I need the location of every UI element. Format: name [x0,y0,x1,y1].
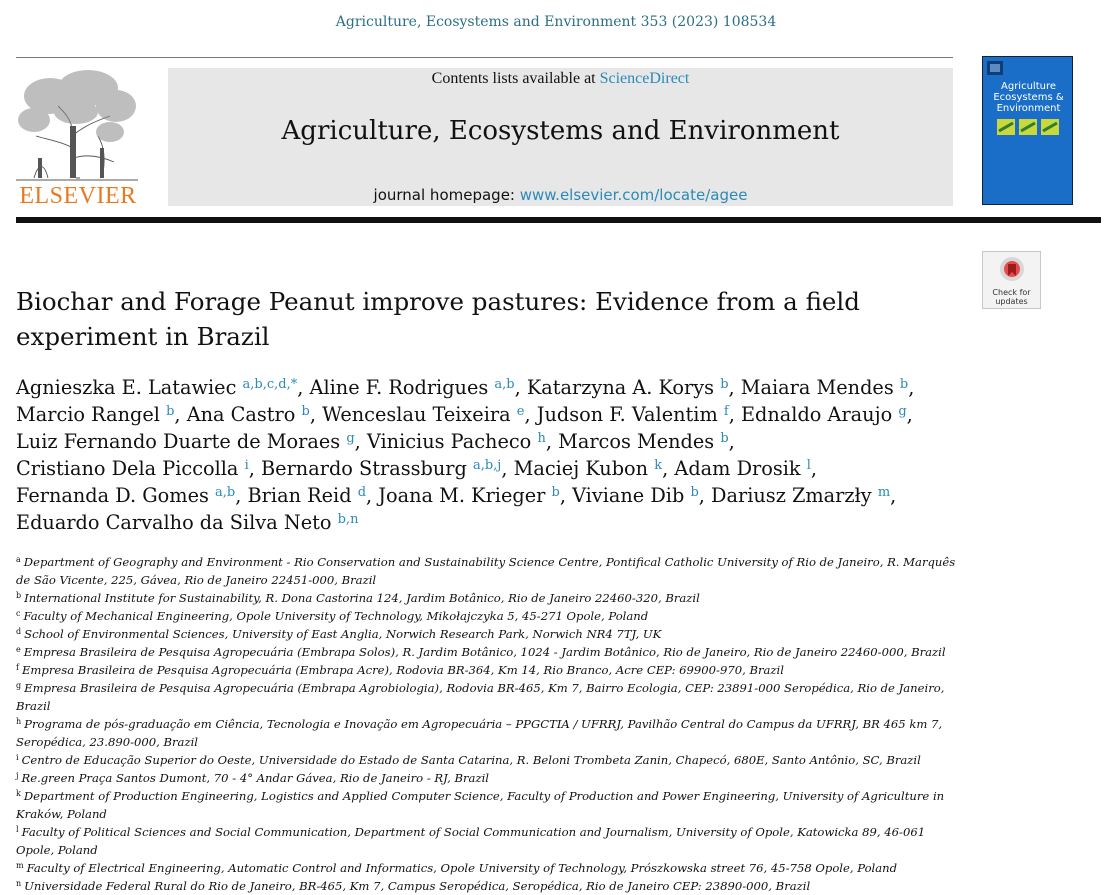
affiliation-item [16,823,966,859]
affiliation-item [16,787,966,823]
author-name: Marcos Mendes [558,430,715,453]
author-affiliation-link[interactable]: a,b [215,485,236,500]
author-affiliation-link[interactable]: g [346,431,355,446]
affiliation-list [16,553,966,895]
article-title-line: experiment in Brazil [16,322,270,351]
author-affiliation-link[interactable]: b [720,431,729,446]
affiliation-key: f [16,663,19,672]
author-name: Adam Drosik [674,457,801,480]
check-label-line: updates [995,297,1028,306]
affiliation-key: d [16,627,22,636]
affiliation-key: h [16,717,22,726]
affiliation-item [16,751,966,769]
affiliation-text: Centro de Educação Superior do Oeste, Universidade do Estado de Santa Catarina, R. Beloni Trombeta Zanin, Chapecó, 680E, Santo Antônio, SC, Brazil [21,753,921,767]
article-title [16,284,946,354]
author-name: Eduardo Carvalho da Silva Neto [16,511,332,534]
author-name: Maiara Mendes [740,376,894,399]
affiliation-text: Empresa Brasileira de Pesquisa Agropecuária (Embrapa Solos), R. Jardim Botânico, 1024 - Jardim Botânico, Rio de Janeiro, Rio de Janeiro 22460-000, Brazil [23,645,946,659]
author-affiliation-link[interactable]: k [654,458,663,473]
affiliation-item [16,679,966,715]
cover-leaf-pattern-icon [997,119,1059,135]
elsevier-mini-logo-icon [987,61,1003,75]
author-name: Wenceslau Teixeira [322,403,511,426]
affiliation-item [16,607,966,625]
affiliation-text: Universidade Federal Rural do Rio de Janeiro, BR-465, Km 7, Campus Seropédica, Seropédica, Rio de Janeiro CEP: 23890-000, Brazil [24,879,811,893]
article-title-line: Biochar and Forage Peanut improve pastures: Evidence from a field [16,287,860,316]
affiliation-key: j [16,771,19,780]
affiliation-text: Empresa Brasileira de Pesquisa Agropecuária (Embrapa Acre), Rodovia BR-364, Km 14, Rio Branco, Acre CEP: 69900-970, Brazil [21,663,784,677]
affiliation-item [16,715,966,751]
author-line: Luiz Fernando Duarte de Moraes $^g$, Vinicius Pacheco $^h$, Marcos Mendes $^b$, [16,430,735,453]
journal-title[interactable]: Agriculture, Ecosystems and Environment [281,116,840,146]
affiliation-text: Faculty of Electrical Engineering, Automatic Control and Informatics, Opole University of Technology, Prószkowska street 76, 45-758 Opole, Poland [26,861,898,875]
elsevier-wordmark: ELSEVIER [19,183,137,209]
affiliation-item [16,589,966,607]
author-name: Ana Castro [186,403,296,426]
author-name: Brian Reid [247,484,352,507]
author-line: Cristiano Dela Piccolla $^i$, Bernardo Strassburg $^{a,b,j}$, Maciej Kubon $^k$, Adam Drosik $^l$, [16,457,818,480]
affiliation-item [16,625,966,643]
affiliation-key: b [16,591,22,600]
author-affiliation-link[interactable]: a,b,c,d,* [242,377,298,392]
check-for-updates-button[interactable] [982,251,1041,309]
contents-prefix: Contents lists available at [431,70,600,87]
cover-title-line: Environment [996,103,1061,114]
author-affiliation-link[interactable]: a,b [494,377,515,392]
author-name: Vinicius Pacheco [366,430,532,453]
author-name: Cristiano Dela Piccolla [16,457,239,480]
author-affiliation-link[interactable]: h [537,431,546,446]
author-line [16,509,966,536]
affiliation-key: i [16,753,19,762]
author-name: Marcio Rangel [16,403,160,426]
author-name: Dariusz Zmarzły [711,484,872,507]
affiliation-text: International Institute for Sustainability, R. Dona Castorina 124, Jardim Botânico, Rio de Janeiro 22460-320, Brazil [24,591,700,605]
author-line: Agnieszka E. Latawiec $^{a,b,c,d,*}$, Aline F. Rodrigues $^{a,b}$, Katarzyna A. Korys $^b$, Maiara Mendes $^b$, [16,376,915,399]
affiliation-text: Re.green Praça Santos Dumont, 70 - 4° Andar Gávea, Rio de Janeiro - RJ, Brazil [21,771,489,785]
author-affiliation-link[interactable]: i [244,458,249,473]
header-divider [16,57,953,58]
author-affiliation-link[interactable]: a,b,j [472,458,502,473]
affiliation-key: m [16,861,24,870]
author-name: Aline F. Rodrigues [309,376,489,399]
author-affiliation-link[interactable]: f [723,404,729,419]
author-name: Joana M. Krieger [378,484,546,507]
affiliation-key: a [16,555,21,564]
author-affiliation-link[interactable]: g [898,404,907,419]
affiliation-item [16,661,966,679]
affiliation-item [16,643,966,661]
affiliation-item [16,553,966,589]
author-name: Maciej Kubon [513,457,649,480]
author-affiliation-link[interactable]: b [690,485,699,500]
affiliation-key: e [16,645,21,654]
author-affiliation-link[interactable]: b [166,404,175,419]
affiliation-text: Empresa Brasileira de Pesquisa Agropecuária (Embrapa Agrobiologia), Rodovia BR-465, Km 7, Bairro Ecologia, CEP: 23891-000 Seropédica, Rio de Janeiro, Brazil [16,681,945,713]
cover-title-line: Ecosystems & [993,92,1064,103]
affiliation-text: Programa de pós-graduação em Ciência, Tecnologia e Inovação em Agropecuária – PPGCTIA / UFRRJ, Pavilhão Central do Campus da UFRRJ, BR 465 km 7, Seropédica, 23.890-000, Brazil [16,717,943,749]
affiliation-text: Faculty of Political Sciences and Social Communication, Department of Social Communication and Journalism, University of Opole, Katowicka 89, 46-061 Opole, Poland [16,825,926,857]
cover-title-line: Agriculture [1001,81,1056,92]
author-affiliation-link[interactable]: b [301,404,310,419]
author-name: Fernanda D. Gomes [16,484,209,507]
affiliation-key: c [16,609,21,618]
author-name: Ednaldo Araujo [740,403,893,426]
crossmark-icon [999,256,1025,286]
check-for-updates-label [983,288,1040,306]
affiliation-key: k [16,789,21,798]
homepage-line [168,186,953,204]
author-affiliation-link[interactable]: e [516,404,525,419]
author-affiliation-link[interactable]: l [806,458,811,473]
author-name: Viviane Dib [572,484,685,507]
author-list [16,374,966,536]
affiliation-text: Faculty of Mechanical Engineering, Opole University of Technology, Mikołajczyka 5, 45-271 Opole, Poland [23,609,649,623]
affiliation-item [16,877,966,895]
author-line: Marcio Rangel $^b$, Ana Castro $^b$, Wenceslau Teixeira $^e$, Judson F. Valentim $^f$, Ednaldo Araujo $^g$, [16,403,913,426]
affiliation-text: Department of Production Engineering, Logistics and Applied Computer Science, Faculty of Production and Power Engineering, University of Agriculture in Kraków, Poland [16,789,945,821]
affiliation-item [16,769,966,787]
author-affiliation-link[interactable]: b [899,377,909,392]
contents-line [168,70,953,88]
author-name: Bernardo Strassburg [261,457,467,480]
author-affiliation-link[interactable]: b,n [337,512,359,527]
cover-title [987,81,1070,114]
affiliation-text: School of Environmental Sciences, University of East Anglia, Norwich Research Park, Norwich NR4 7TJ, UK [24,627,662,641]
sciencedirect-link[interactable]: ScienceDirect [599,70,690,87]
affiliation-text: Department of Geography and Environment - Rio Conservation and Sustainability Science Centre, Pontifical Catholic University of Rio de Janeiro, R. Marquês de São Vicente, 225, Gávea, Rio de Janeiro 22451-000, Brazil [16,555,956,587]
author-affiliation-link[interactable]: b [551,485,560,500]
affiliation-item [16,859,966,877]
check-label-line: Check for [992,288,1031,297]
affiliation-key: l [16,825,19,834]
author-affiliation-link[interactable]: d [357,485,367,500]
author-name: Agnieszka E. Latawiec [16,376,237,399]
author-line: Fernanda D. Gomes $^{a,b}$, Brian Reid $^d$, Joana M. Krieger $^b$, Viviane Dib $^b$, Dariusz Zmarzły $^m$, [16,484,897,507]
author-affiliation-link[interactable]: b [720,377,729,392]
homepage-prefix: journal homepage: [373,186,520,204]
journal-cover-image[interactable] [982,56,1073,205]
author-name: Katarzyna A. Korys [526,376,715,399]
author-name: Luiz Fernando Duarte de Moraes [16,430,341,453]
author-name: Judson F. Valentim [536,403,718,426]
author-affiliation-link[interactable]: m [877,485,891,500]
header-thick-divider [16,217,1101,223]
affiliation-key: n [16,879,22,888]
journal-reference[interactable]: Agriculture, Ecosystems and Environment 353 (2023) 108534 [335,14,777,30]
affiliation-key: g [16,681,22,690]
homepage-link[interactable]: www.elsevier.com/locate/agee [519,186,748,204]
